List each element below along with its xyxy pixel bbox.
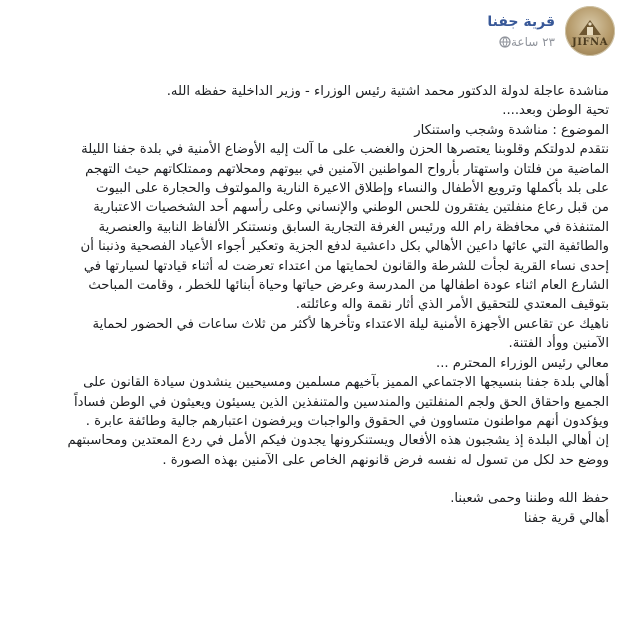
page-name-link[interactable]: قرية جفنا xyxy=(487,14,555,30)
post-line: أهالي بلدة جفنا بنسيجها الاجتماعي المميز بآخيهم مسلمين ومسيحيين ينشدون سيادة القانون على xyxy=(83,375,609,391)
post-line: إحدى نساء القرية لجأت للشرطة والقانون لحمايتها من اعتداء تعرضت له أثناء قيادتها لسيارتها في xyxy=(83,258,609,274)
post-header xyxy=(487,6,615,56)
post-line: المتنفذة في محافظة رام الله ورئيس الغرفة التجارية السابق ونستنكر الألفاظ النابية والعنصرية xyxy=(98,219,609,235)
avatar-logo-text: JIFNA xyxy=(572,37,608,48)
post-line: نتقدم لدولتكم وقلوبنا يعتصرها الحزن والغضب على ما آلت إليه الأوضاع الأمنية في بلدة جفنا الليلة xyxy=(81,142,609,158)
post-line: الشارع العام اثناء عودة اطفالها من المدرسة وعرض حياتها وحياة أبنائها للخطر ، وقامت المباحث xyxy=(88,278,609,294)
globe-icon[interactable] xyxy=(499,36,511,48)
post-meta xyxy=(487,35,555,49)
page-avatar[interactable] xyxy=(565,6,615,56)
post-line: على بلد بأكملها وترويع الأطفال والنساء وإطلاق الاعيرة النارية والمولتوف والحجارة على البيوت xyxy=(96,181,609,197)
post-line: مناشدة عاجلة لدولة الدكتور محمد اشتية رئيس الوزراء - وزير الداخلية حفظه الله. xyxy=(166,84,609,99)
post-line: الآمنين ووأد الفتنة. xyxy=(508,336,609,352)
post-line: معالي رئيس الوزراء المحترم ... xyxy=(436,355,609,371)
post-line: تحية الوطن وبعد.... xyxy=(502,103,609,119)
jifna-emblem-icon xyxy=(577,18,603,36)
post-line: ناهيك عن تقاعس الأجهزة الأمنية ليلة الاعتداء وتأخرها لأكثر من ثلاث ساعات في الحضور لحماية xyxy=(92,316,609,332)
post-line: من قبل رعاع منفلتين يفتقرون للحس الوطني والإنساني وعلى رأسهم أحد الشخصيات الاعتبارية xyxy=(93,200,609,216)
post-line: ويؤكدون أنهم مواطنون متساوون في الحقوق والواجبات ويرفضون اعتبارهم جالية وطائفة عابرة . xyxy=(85,413,609,429)
post-author-block xyxy=(487,13,555,49)
post-line: الماضية من فلتان واستهتار بأرواح المواطنين الآمنين في بيوتهم ومحلاتهم وممتلكاتهم حيث التهجم xyxy=(85,161,609,177)
post-line: والطائفية التي عاثها داعين الأهالي بكل داعشية لدفع الجزية وتعكير أجواء الأعياد الفصحية وذنبنا أن xyxy=(80,239,609,255)
post-body xyxy=(8,82,609,528)
post-line: الجميع واحقاق الحق ولجم المنفلتين والمندسين والمتنفذين الذين يسيئون ويعيثون في الوطن فساداً xyxy=(73,394,609,410)
post-line: أهالي قرية جفنا xyxy=(523,510,609,526)
post-line: الموضوع : مناشدة وشجب واستنكار xyxy=(414,122,609,138)
post-timestamp[interactable]: ٢٣ ساعة xyxy=(510,35,555,49)
post-line: بتوقيف المعتدي للتحقيق الأمر الذي أثار نقمة واله وعائلته. xyxy=(295,297,609,313)
post-line: حفظ الله وطننا وحمى شعبنا. xyxy=(450,491,609,507)
post-line: إن أهالي البلدة إذ يشجبون هذه الأفعال ويستنكرونها يجدون فيكم الأمل في ردع المعتدين ومحاسبتهم xyxy=(67,433,609,449)
post-line-spacer xyxy=(8,470,609,489)
post-line: ووضع حد لكل من تسول له نفسه فرض قانونهم الخاص على الآمنين بهذه الصورة . xyxy=(162,452,609,468)
